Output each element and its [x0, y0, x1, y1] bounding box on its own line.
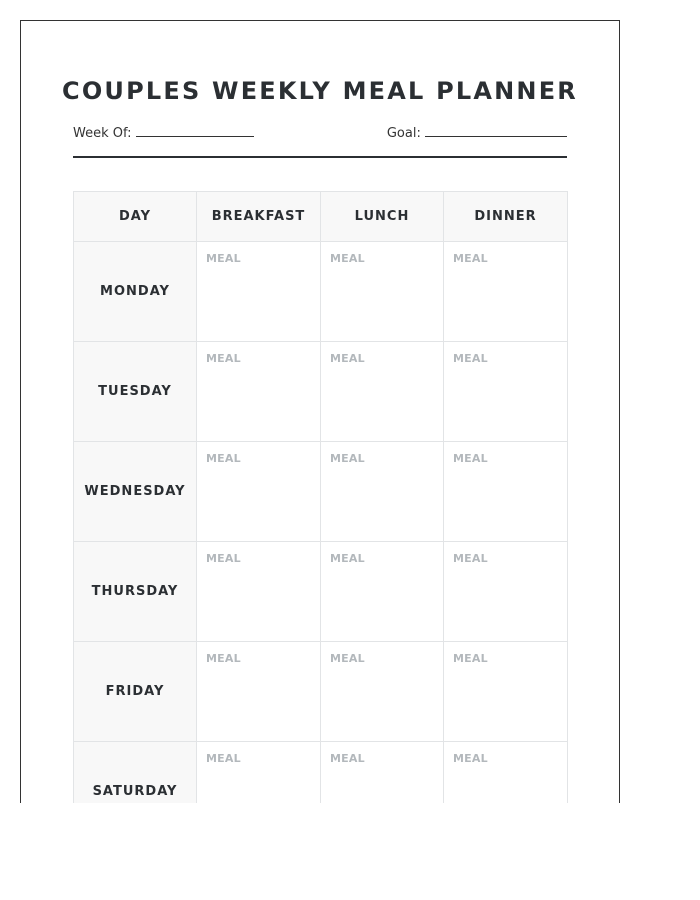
- meal-cell[interactable]: [197, 742, 321, 804]
- meal-placeholder: MEAL: [453, 252, 488, 265]
- page-title: COUPLES WEEKLY MEAL PLANNER: [62, 77, 578, 105]
- meal-cell[interactable]: [444, 342, 568, 442]
- meal-cell[interactable]: [444, 742, 568, 804]
- meal-cell[interactable]: [444, 642, 568, 742]
- meal-cell[interactable]: [444, 242, 568, 342]
- goal-blank[interactable]: [425, 124, 567, 137]
- week-of-blank[interactable]: [136, 124, 254, 137]
- goal-field[interactable]: [387, 124, 567, 141]
- week-of-label: Week Of:: [73, 126, 132, 141]
- meal-cell[interactable]: [197, 542, 321, 642]
- meal-placeholder: MEAL: [206, 752, 241, 765]
- header-row: [74, 192, 568, 242]
- meal-placeholder: MEAL: [453, 452, 488, 465]
- meal-cell[interactable]: [321, 742, 444, 804]
- meal-placeholder: MEAL: [453, 652, 488, 665]
- meal-placeholder: MEAL: [330, 452, 365, 465]
- header-lunch: LUNCH: [321, 192, 444, 242]
- day-cell: SATURDAY: [74, 742, 197, 804]
- meal-cell[interactable]: [321, 242, 444, 342]
- header-dinner: DINNER: [444, 192, 568, 242]
- week-of-field[interactable]: [73, 124, 254, 141]
- meal-table: [73, 191, 568, 803]
- meal-cell[interactable]: [197, 642, 321, 742]
- meal-cell[interactable]: [321, 442, 444, 542]
- meal-cell[interactable]: [321, 642, 444, 742]
- meal-placeholder: MEAL: [453, 752, 488, 765]
- meal-placeholder: MEAL: [330, 652, 365, 665]
- meal-placeholder: MEAL: [453, 352, 488, 365]
- header-breakfast: BREAKFAST: [197, 192, 321, 242]
- meal-placeholder: MEAL: [330, 352, 365, 365]
- day-cell: THURSDAY: [74, 542, 197, 642]
- meal-placeholder: MEAL: [330, 752, 365, 765]
- meal-cell[interactable]: [444, 542, 568, 642]
- meal-placeholder: MEAL: [330, 252, 365, 265]
- meal-cell[interactable]: [197, 242, 321, 342]
- meal-placeholder: MEAL: [206, 352, 241, 365]
- goal-label: Goal:: [386, 126, 421, 141]
- meal-placeholder: MEAL: [206, 452, 241, 465]
- header-day: DAY: [74, 192, 197, 242]
- day-cell: TUESDAY: [74, 342, 197, 442]
- meal-cell[interactable]: [197, 342, 321, 442]
- day-cell: WEDNESDAY: [74, 442, 197, 542]
- divider: [73, 156, 567, 158]
- table-row: [74, 342, 568, 442]
- meal-placeholder: MEAL: [206, 652, 241, 665]
- meal-placeholder: MEAL: [206, 252, 241, 265]
- table-row: [74, 542, 568, 642]
- meal-placeholder: MEAL: [453, 552, 488, 565]
- table-row: [74, 742, 568, 804]
- table-row: [74, 642, 568, 742]
- meal-cell[interactable]: [321, 542, 444, 642]
- day-cell: MONDAY: [74, 242, 197, 342]
- meal-cell[interactable]: [321, 342, 444, 442]
- meal-placeholder: MEAL: [330, 552, 365, 565]
- meal-cell[interactable]: [444, 442, 568, 542]
- meta-row: [73, 124, 567, 144]
- table-row: [74, 442, 568, 542]
- table-row: [74, 242, 568, 342]
- meal-placeholder: MEAL: [206, 552, 241, 565]
- meal-cell[interactable]: [197, 442, 321, 542]
- day-cell: FRIDAY: [74, 642, 197, 742]
- planner-page: [20, 20, 620, 803]
